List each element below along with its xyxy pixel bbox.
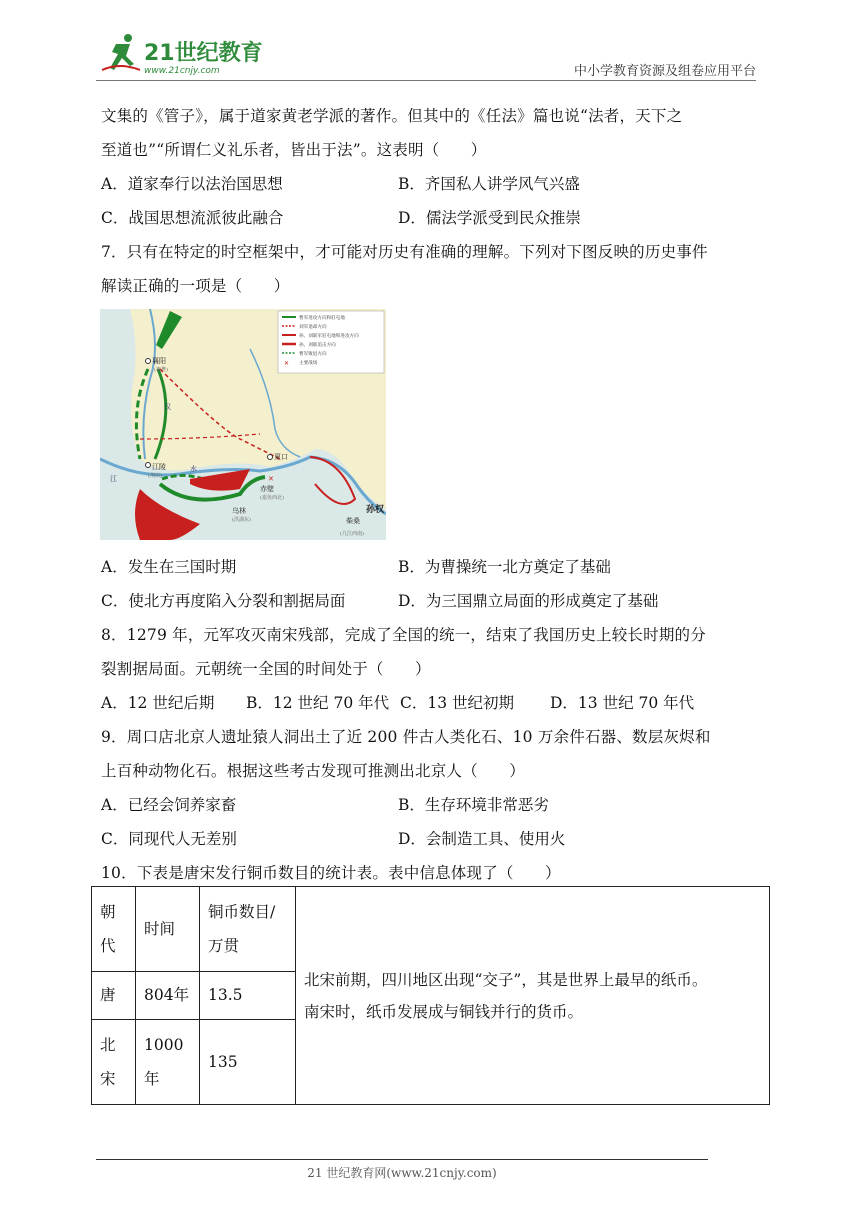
q6-option-b[interactable]: B．齐国私人讲学风气兴盛 [398, 175, 580, 193]
q8-option-a[interactable]: A．12 世纪后期 [101, 694, 215, 712]
legend-item-4: 孙、刘联追击方向 [299, 343, 336, 348]
river-shui: 水 [190, 465, 197, 473]
q9-option-c[interactable]: C．同现代人无差别 [101, 830, 237, 848]
q7-option-c[interactable]: C．使北方再度陷入分裂和割据局面 [101, 592, 346, 610]
place-chibi: 赤壁 [260, 485, 274, 493]
q7-option-b[interactable]: B．为曹操统一北方奠定了基础 [398, 558, 611, 576]
q7-stem-line2: 解读正确的一项是（ ） [101, 277, 290, 295]
footer-text[interactable]: 21 世纪教育网(www.21cnjy.com) [307, 1166, 497, 1180]
battle-of-chibi-map [100, 309, 386, 540]
place-wulin: 乌林 [232, 507, 246, 515]
q8-stem-line1: 8．1279 年，元军攻灭南宋残部，完成了全国的统一，结束了我国历史上较长时期的分 [101, 626, 706, 644]
header-time: 时间 [136, 887, 200, 972]
cell-time: 1000年 [136, 1019, 200, 1104]
q8-option-d[interactable]: D．13 世纪 70 年代 [550, 694, 695, 712]
table-note-line1: 北宋前期，四川地区出现“交子”，其是世界上最早的纸币。 [304, 970, 708, 989]
river-jiang: 江 [110, 475, 117, 483]
cell-dynasty: 北宋 [92, 1019, 136, 1104]
legend-item-1: 曹军进攻方向和驻屯地 [299, 316, 345, 321]
river-han: 汉 [164, 403, 171, 411]
q9-option-a[interactable]: A．已经会饲养家畜 [101, 796, 237, 814]
coin-table [91, 886, 770, 1105]
footer-divider [96, 1159, 708, 1160]
cell-amount: 135 [200, 1019, 296, 1104]
battle-marker: ✕ [268, 475, 274, 483]
table-note-line2: 南宋时，纸币发展成与铜钱并行的货币。 [304, 1002, 584, 1021]
place-xiangfan: (襄樊) [154, 367, 168, 373]
place-xiakou: 夏口 [274, 453, 288, 461]
q6-stem-line1: 文集的《管子》，属于道家黄老学派的著作。但其中的《任法》篇也说“法者，天下之 [101, 107, 683, 125]
header-dynasty: 朝代 [92, 887, 136, 972]
q7-option-d[interactable]: D．为三国鼎立局面的形成奠定了基础 [398, 592, 659, 610]
logo-url: www.21cnjy.com [144, 66, 220, 76]
q6-option-d[interactable]: D．儒法学派受到民众推崇 [398, 209, 581, 227]
place-xiangyang: 襄阳 [152, 357, 166, 365]
legend-item-5: 曹军败退方向 [299, 352, 327, 357]
place-chaisang: 柴桑 [346, 517, 360, 525]
place-chaisang-note: (九江西南) [340, 531, 364, 537]
header-divider [96, 80, 756, 81]
q8-stem-line2: 裂割据局面。元朝统一全国的时间处于（ ） [101, 660, 431, 678]
table-note [296, 887, 770, 1105]
platform-name: 中小学教育资源及组卷应用平台 [573, 64, 756, 79]
q9-stem-line1: 9．周口店北京人遗址猿人洞出土了近 200 件古人类化石、10 万余件石器、数层灰烬和 [101, 728, 711, 746]
cell-time: 804年 [136, 972, 200, 1020]
q7-stem-line1: 7．只有在特定的时空框架中，才可能对历史有准确的理解。下列对下图反映的历史事件 [101, 243, 708, 261]
q7-option-a[interactable]: A．发生在三国时期 [101, 558, 237, 576]
q9-stem-line2: 上百种动物化石。根据这些考古发现可推测出北京人（ ） [101, 762, 525, 780]
legend-item-3: 孙、刘联军驻屯地和进攻方向 [299, 334, 359, 339]
place-sunquan: 孙权 [366, 505, 385, 515]
legend-item-6: 主要战场 [299, 361, 318, 366]
cell-dynasty: 唐 [92, 972, 136, 1020]
place-jiangling: 江陵 [152, 463, 166, 471]
q8-option-b[interactable]: B．12 世纪 70 年代 [246, 694, 390, 712]
place-jingzhou: (荆州) [148, 473, 162, 479]
table-header-row [92, 887, 770, 972]
runner-icon [102, 34, 140, 70]
place-chibi-note: (嘉鱼西北) [260, 495, 284, 501]
q9-option-d[interactable]: D．会制造工具、使用火 [398, 830, 566, 848]
q8-option-c[interactable]: C．13 世纪初期 [400, 694, 515, 712]
logo-text: 21世纪教育 [144, 41, 263, 66]
q6-stem-line2: 至道也”“所谓仁义礼乐者，皆出于法”。这表明（ ） [101, 141, 487, 159]
site-logo [96, 30, 266, 80]
header-amount: 铜币数目/万贯 [200, 887, 296, 972]
legend-item-2: 刘军退却方向 [299, 325, 327, 330]
q9-option-b[interactable]: B．生存环境非常恶劣 [398, 796, 549, 814]
svg-text:✕: ✕ [284, 360, 290, 367]
q6-option-a[interactable]: A．道家奉行以法治国思想 [101, 175, 283, 193]
cell-amount: 13.5 [200, 972, 296, 1020]
q6-option-c[interactable]: C．战国思想流派彼此融合 [101, 209, 284, 227]
place-wulin-note: (洪湖东) [232, 517, 251, 523]
q10-stem: 10．下表是唐宋发行铜币数目的统计表。表中信息体现了（ ） [101, 864, 561, 882]
